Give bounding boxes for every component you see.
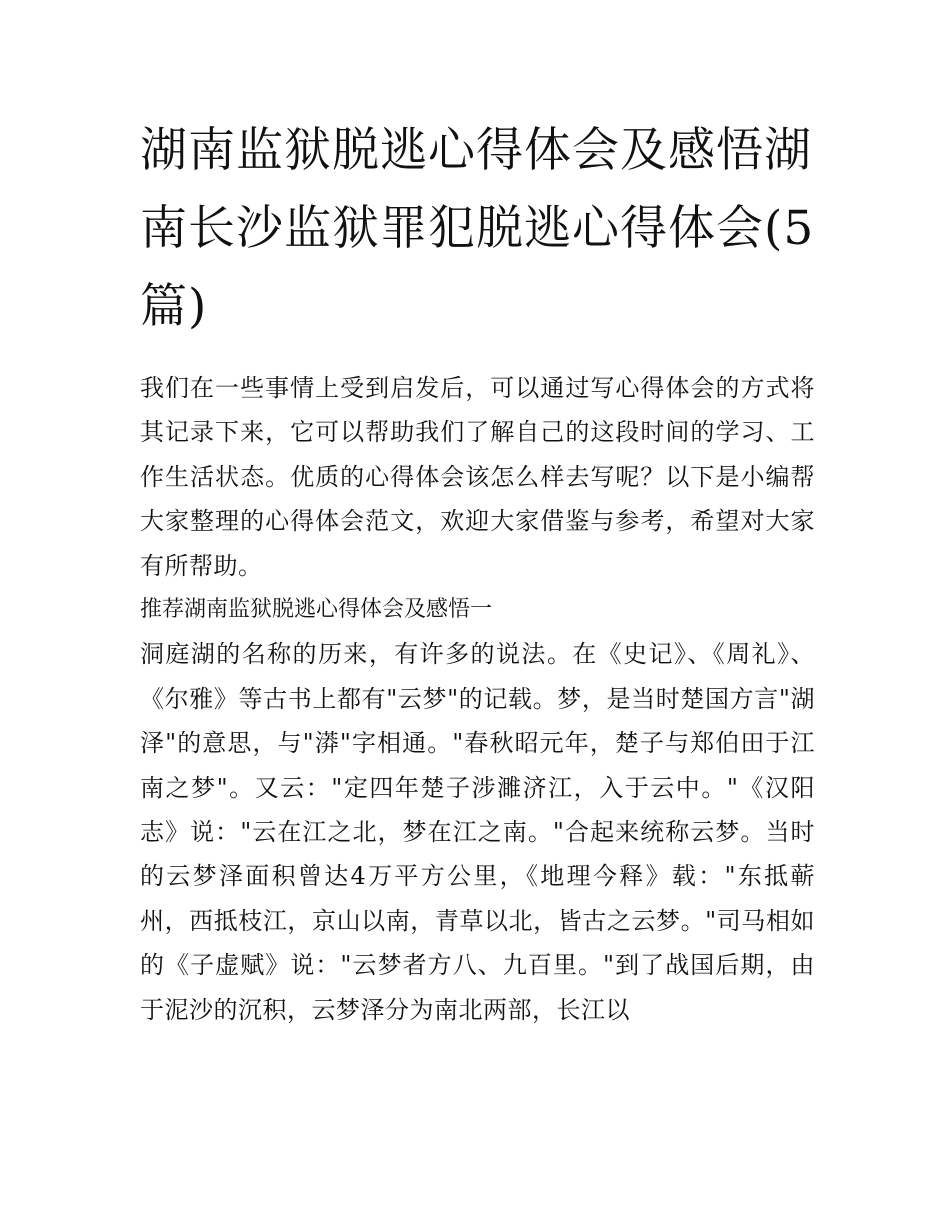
intro-paragraph: 我们在一些事情上受到启发后，可以通过写心得体会的方式将其记录下来，它可以帮助我们了解自己的这段时间的学习、工作生活状态。优质的心得体会该怎么样去写呢？以下是小编帮大家整理的心得体会范文，欢迎大家借鉴与参考，希望对大家有所帮助。 xyxy=(140,374,815,580)
document-title: 湖南监狱脱逃心得体会及感悟湖南长沙监狱罪犯脱逃心得体会(5篇) xyxy=(140,123,815,334)
section-heading: 推荐湖南监狱脱逃心得体会及感悟一 xyxy=(140,597,493,623)
body-paragraph: 洞庭湖的名称的历来，有许多的说法。在《史记》、《周礼》、《尔雅》等古书上都有"云梦"的记载。梦，是当时楚国方言"湖泽"的意思，与"漭"字相通。"春秋昭元年，楚子与郑伯田于江南之梦"。又云："定四年楚子涉濉济江，入于云中。"《汉阳志》说："云在江之北，梦在江之南。"合起来统称云梦。当时的云梦泽面积曾达4万平方公里，《地理今释》载："东抵蕲州，西抵枝江，京山以南，青草以北，皆古之云梦。"司马相如的《子虚赋》说："云梦者方八、九百里。"到了战国后期，由于泥沙的沉积，云梦泽分为南北两部，长江以 xyxy=(140,640,815,1024)
document-content xyxy=(140,112,815,1032)
